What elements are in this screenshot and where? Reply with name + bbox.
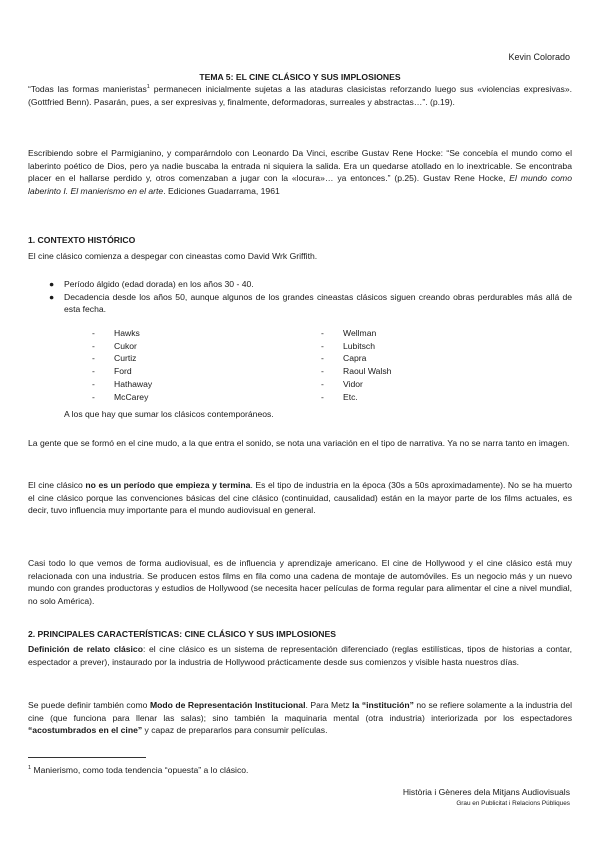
mri-text-2: . Para Metz: [305, 700, 353, 710]
quote2-text: Escribiendo sobre el Parmigianino, y comparárndolo con Leonardo Da Vinci, escribe Gustav Rene Hocke: “Se concebía el mundo como el laberinto poético de Dios, pero ya nadie buscaba la entrada ni siquiera la salida. Era un quedarse atollado en lo inextricable. Se encontraba placer en el hallarse perdido y, otros comenzaban a jugar con la «locura»… ya entonces.” (p.25). Gustav Rene Hocke,: [28, 148, 572, 184]
paragraph-definition: [28, 643, 572, 668]
director-name: McCarey: [114, 391, 149, 402]
director-name: Raoul Walsh: [343, 366, 392, 377]
list-followup: A los que hay que sumar los clásicos contemporáneos.: [64, 409, 274, 419]
footnote: [28, 765, 248, 775]
director-name: Wellman: [343, 328, 377, 338]
list-item: [321, 391, 391, 404]
dash-marker: -: [92, 353, 95, 364]
list-item: [321, 378, 391, 391]
quote1-text-before: “Todas las formas manieristas: [28, 84, 147, 94]
quote1-text-after: permanecen inicialmente sujetas a las ataduras clasicistas reforzando luego sus «violencias expresivas». (Gottfried Benn). Pasarán, pues, a ser expresivas y, finalmente, deformadoras, surreales y abstractas…”. (p.19).: [28, 84, 572, 107]
author-name: Kevin Colorado: [508, 52, 570, 62]
bullet-text: Decadencia desde los años 50, aunque algunos de los grandes cineastas clásicos siguen creando obras perdurables más allá de esta fecha.: [64, 291, 572, 315]
list-item: [321, 365, 391, 378]
quote-paragraph-1: [28, 83, 572, 108]
list-item: [92, 352, 152, 365]
footnote-mark: 1: [28, 765, 32, 772]
para2-emphasis: no es un período que empieza y termina: [85, 480, 251, 490]
bullet-item: [46, 278, 572, 291]
paragraph-mri: [28, 699, 572, 737]
footer-degree: Grau en Publicitat i Relacions Públiques: [456, 800, 570, 807]
dash-marker: -: [321, 378, 324, 389]
dash-marker: -: [321, 366, 324, 377]
list-item: [321, 327, 391, 340]
dash-marker: -: [92, 328, 95, 338]
definition-text: : el cine clásico es un sistema de representación diferenciado (reglas estilísticas, tipos de historias a contar, espectador a prever), instaurado por la industria de Hollywood prácticamente desde sus comienzos y visible hasta nuestros días.: [28, 644, 572, 667]
director-name: Ford: [114, 366, 132, 377]
quote-paragraph-2: [28, 147, 572, 198]
mri-text-1: Se puede definir también como: [28, 700, 150, 710]
book-title: El mundo como laberinto I. El manierismo en el arte: [28, 173, 572, 197]
list-item: [321, 352, 391, 365]
paragraph-sound-narrative: La gente que se formó en el cine mudo, a la que entra el sonido, se nota una variación en el tipo de narrativa. Ya no se narra tanto en imagen.: [28, 438, 570, 448]
list-item: [321, 340, 391, 353]
mri-text-3: no se refiere solamente a la industria del cine (que funciona para llenar las salas); sino también la maquinaria mental (otra industria) interiorizada por los espectadores: [28, 700, 573, 723]
section-heading-1: 1. CONTEXTO HISTÓRICO: [28, 235, 136, 245]
list-item: [92, 378, 152, 391]
list-item: [92, 391, 152, 404]
para2-text-after: . Es el tipo de industria en la época (30s a 50s aproximadamente). No se ha muerto el cine clásico porque las convenciones básicas del cine clásico (continuidad, causalidad) están en la mayor parte de los films actuales, es decir, tuvo influencia muy importante para el mundo audiovisual en general.: [28, 480, 573, 516]
bullet-list: [46, 278, 572, 316]
accustomed-term: “acostumbrados en el cine”: [28, 725, 143, 736]
para2-text-before: El cine clásico: [28, 480, 86, 490]
dash-marker: -: [92, 340, 95, 351]
bullet-marker: ●: [49, 279, 55, 289]
publisher-text: . Ediciones Guadarrama, 1961: [163, 186, 280, 197]
mri-term: Modo de Representación Institucional: [149, 700, 306, 710]
director-name: Vidor: [343, 378, 363, 389]
document-title: TEMA 5: EL CINE CLÁSICO Y SUS IMPLOSIONES: [199, 72, 401, 82]
director-name: Lubitsch: [343, 340, 376, 351]
bullet-marker: ●: [49, 291, 55, 302]
dash-marker: -: [92, 378, 95, 389]
section1-intro: El cine clásico comienza a despegar con cineastas como David Wrk Griffith.: [28, 251, 318, 261]
institution-term: la “institución”: [352, 700, 414, 710]
list-item: [92, 327, 152, 340]
dash-marker: -: [321, 353, 324, 364]
director-name: Hathaway: [114, 378, 153, 389]
directors-list-left: [92, 327, 152, 403]
bullet-text: Período álgido (edad dorada) en los años 30 - 40.: [64, 279, 254, 289]
director-name: Curtiz: [114, 353, 137, 364]
footer-subject: Història i Gèneres dela Mitjans Audiovisuals: [402, 787, 570, 797]
paragraph-hollywood-influence: Casi todo lo que vemos de forma audiovisual, es de influencia y aprendizaje americano. El cine de Hollywood y el cine clásico está muy relacionada con una industria. Se producen estos films en fila como una cadena de montaje de automóviles. Es un negocio más y un nuevo mundo con grandes productoras y estudios de Hollywood (se necesita hacer películas de forma regular para alimentar el cine a nivel mundial, no solo América).: [28, 558, 572, 607]
dash-marker: -: [321, 328, 324, 338]
footnote-divider: [28, 757, 146, 758]
director-name: Cukor: [114, 340, 137, 351]
paragraph-classic-industry: [28, 479, 572, 517]
bullet-item: [46, 291, 572, 316]
director-name: Etc.: [343, 391, 358, 402]
footnote-reference[interactable]: 1: [146, 84, 150, 91]
list-item: [92, 365, 152, 378]
director-name: Capra: [343, 353, 367, 364]
footnote-text: Manierismo, como toda tendencia “opuesta” a lo clásico.: [31, 765, 249, 775]
list-item: [92, 340, 152, 353]
dash-marker: -: [92, 391, 95, 402]
dash-marker: -: [321, 391, 324, 402]
directors-list-right: [321, 327, 391, 403]
section-heading-2: 2. PRINCIPALES CARACTERÍSTICAS: CINE CLÁSICO Y SUS IMPLOSIONES: [28, 629, 336, 639]
dash-marker: -: [92, 366, 95, 377]
definition-term: Definición de relato clásico: [28, 644, 143, 654]
director-name: Hawks: [114, 328, 140, 338]
dash-marker: -: [321, 340, 324, 351]
mri-text-4: y capaz de prepararlos para consumir películas.: [142, 725, 328, 736]
